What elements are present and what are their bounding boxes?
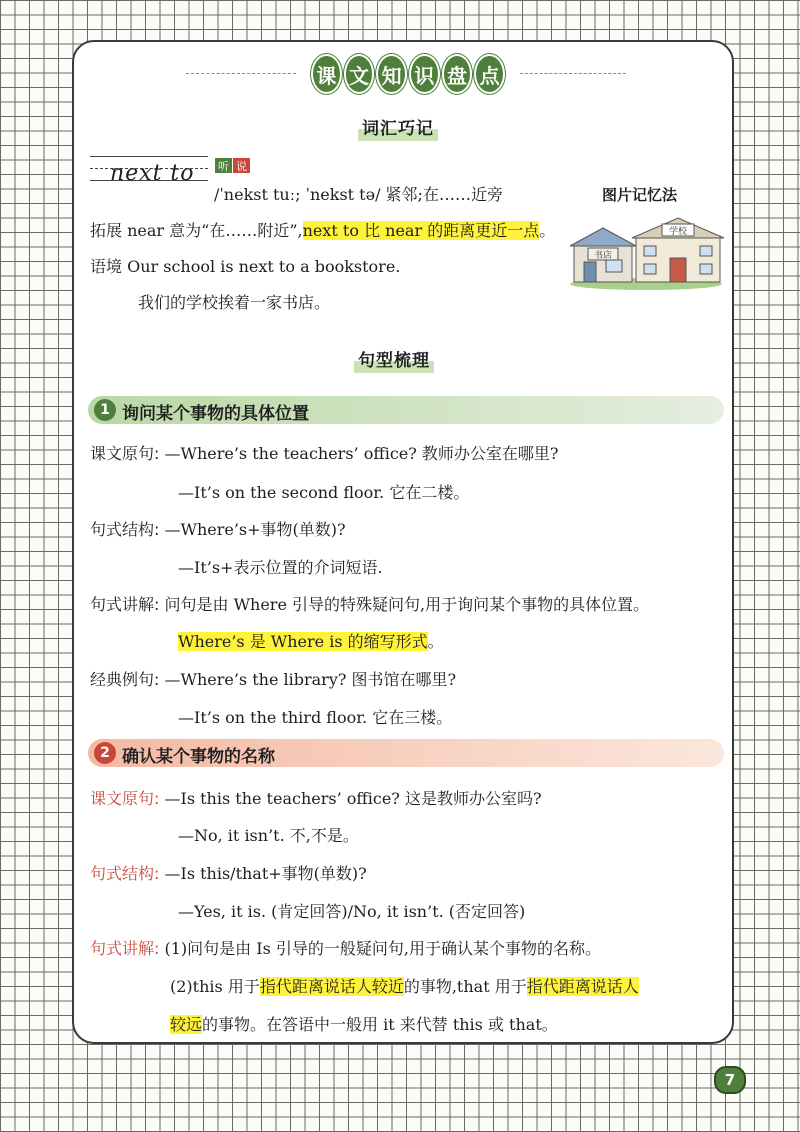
listen-badge: 听 xyxy=(215,158,232,173)
banner-char: 知 xyxy=(376,54,407,94)
p2-explain-label: 句式讲解: xyxy=(90,939,160,958)
point2-bar xyxy=(88,739,724,767)
banner-left-rule xyxy=(186,73,296,74)
banner-right-rule xyxy=(520,73,626,74)
vocab-section-title: 词汇巧记 xyxy=(358,114,438,141)
extend-label: 拓展 xyxy=(90,221,123,240)
vocab-phonetic: /ˈnekst tuː; ˈnekst tə/ 紧邻;在……近旁 xyxy=(214,185,503,204)
p2-structure-q xyxy=(90,861,367,884)
memory-method-label: 图片记忆法 xyxy=(602,186,678,204)
p2-explain xyxy=(90,936,601,959)
p1-structure-q xyxy=(90,517,346,540)
point1-bar xyxy=(88,396,724,424)
school-bookstore-illustration xyxy=(566,214,726,290)
p1-explain-label: 句式讲解: xyxy=(90,595,160,614)
point1-title: 询问某个事物的具体位置 xyxy=(122,404,309,424)
extend-text-post: 。 xyxy=(539,221,556,240)
p2-original-answer: —No, it isn’t. 不,不是。 xyxy=(178,826,359,845)
school-window xyxy=(700,246,712,256)
p2-structure-answer: —Yes, it is. (肯定回答)/No, it isn’t. (否定回答) xyxy=(178,902,526,921)
p2-original-q xyxy=(90,786,542,809)
p1-example-q xyxy=(90,667,456,690)
banner-char: 识 xyxy=(409,54,440,94)
bookstore-sign: 书店 xyxy=(593,251,613,261)
p1-original-q xyxy=(90,441,559,464)
guide-line xyxy=(90,156,208,157)
p2-explain-highlight-near: 指代距离说话人较近 xyxy=(259,977,404,996)
p1-example-question: —Where’s the library? 图书馆在哪里? xyxy=(159,670,457,689)
bookstore-roof xyxy=(570,228,636,246)
school-door xyxy=(670,258,686,282)
point1-number: 1 xyxy=(94,399,116,421)
bookstore-door xyxy=(584,262,596,282)
p1-structure-question: —Where’s+事物(单数)? xyxy=(159,520,346,539)
school-sign: 学校 xyxy=(668,227,688,237)
banner-char: 点 xyxy=(474,54,505,94)
p1-original-answer: —It’s on the second floor. 它在二楼。 xyxy=(178,483,470,502)
extend-text: near 意为“在……附近”, xyxy=(122,221,303,240)
speak-badge: 说 xyxy=(233,158,250,173)
p1-explain-highlight: Where’s 是 Where is 的缩写形式 xyxy=(178,632,428,651)
p2-original-question: —Is this the teachers’ office? 这是教师办公室吗? xyxy=(159,789,542,808)
context-line xyxy=(90,254,400,277)
p2-explain-2b: 的事物,that 用于 xyxy=(403,977,527,996)
p2-explain-2a: (2)this 用于 xyxy=(170,977,260,996)
sentence-section-title: 句型梳理 xyxy=(354,346,434,373)
school-window xyxy=(644,264,656,274)
p2-structure-label: 句式结构: xyxy=(90,864,160,883)
point2-number: 2 xyxy=(94,742,116,764)
context-chinese: 我们的学校挨着一家书店。 xyxy=(138,293,331,312)
extend-highlight: next to 比 near 的距离更近一点 xyxy=(302,221,540,240)
p2-explain-2 xyxy=(170,974,639,997)
p2-explain-highlight-far: 指代距离说话人 xyxy=(526,977,639,996)
p2-explain-3-text: 的事物。在答语中一般用 it 来代替 this 或 that。 xyxy=(202,1015,558,1034)
school-window xyxy=(644,246,656,256)
p1-structure-label: 句式结构: xyxy=(90,520,160,539)
extend-line xyxy=(90,218,555,241)
p2-original-label: 课文原句: xyxy=(90,789,160,808)
vocab-word: next to xyxy=(110,161,195,186)
p1-example-label: 经典例句: xyxy=(90,670,160,689)
page-number: 7 xyxy=(714,1066,746,1094)
p2-structure-question: —Is this/that+事物(单数)? xyxy=(159,864,367,883)
p1-explain xyxy=(90,592,649,615)
bookstore-window xyxy=(606,260,622,272)
p1-example-answer: —It’s on the third floor. 它在三楼。 xyxy=(178,708,453,727)
p1-original-question: —Where’s the teachers’ office? 教师办公室在哪里? xyxy=(159,444,559,463)
p1-explain-text: 问句是由 Where 引导的特殊疑问句,用于询问某个事物的具体位置。 xyxy=(159,595,650,614)
context-english: Our school is next to a bookstore. xyxy=(122,257,401,276)
page-banner xyxy=(310,56,506,92)
handwriting-word-box xyxy=(90,150,208,186)
p2-explain-3 xyxy=(170,1012,558,1035)
context-label: 语境 xyxy=(90,257,123,276)
banner-char: 盘 xyxy=(442,54,473,94)
p2-explain-text: (1)问句是由 Is 引导的一般疑问句,用于确认某个事物的名称。 xyxy=(159,939,601,958)
p1-explain-highlight-post: 。 xyxy=(427,632,444,651)
point2-title: 确认某个事物的名称 xyxy=(122,747,275,767)
banner-char: 文 xyxy=(344,54,375,94)
banner-char: 课 xyxy=(311,54,342,94)
p1-original-label: 课文原句: xyxy=(90,444,160,463)
school-window xyxy=(700,264,712,274)
p2-explain-highlight-far-end: 较远 xyxy=(170,1015,203,1034)
p1-explain-note xyxy=(178,629,444,652)
p1-structure-answer: —It’s+表示位置的介词短语. xyxy=(178,558,383,577)
